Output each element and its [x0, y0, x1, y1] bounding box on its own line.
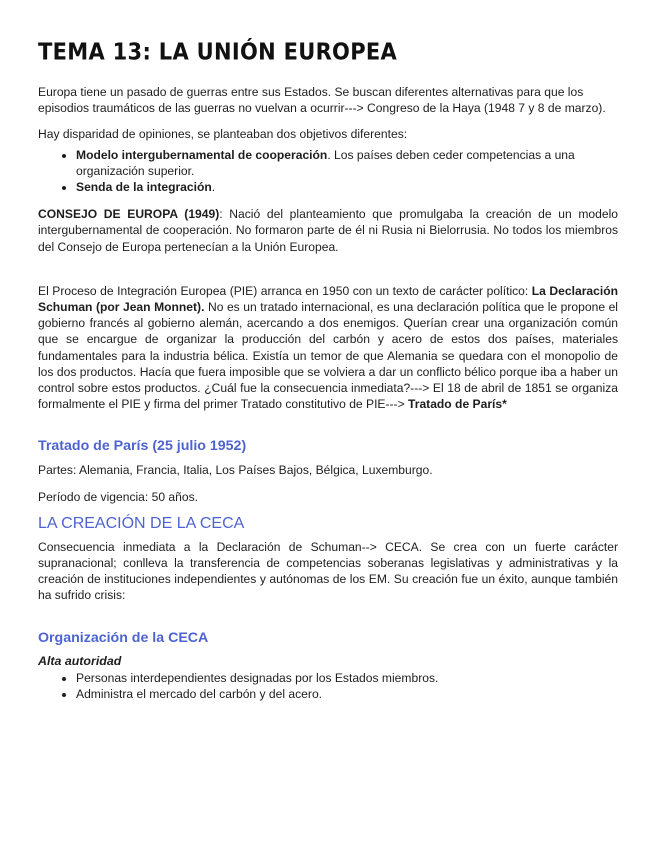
pie-text-1: El Proceso de Integración Europea (PIE) arranca en 1950 con un texto de carácter político: — [38, 283, 532, 298]
spacer — [38, 422, 618, 432]
organizacion-heading: Organización de la CECA — [38, 629, 209, 646]
pie-bold-1: La Declaración Schuman (por Jean Monnet). — [38, 283, 618, 315]
list-item-text: . Los países deben ceder competencias a una organización superior. — [76, 147, 575, 178]
list-item — [76, 147, 618, 179]
ceca-paragraph: Consecuencia inmediata a la Declaración de Schuman--> CECA. Se crea con un fuerte carácter supranacional; conlleva la transferencia de competencias soberanas legislativas y administrativas y la creación de instituciones independientes y autónomas de los EM. Su creación fue un éxito, aunque también ha sufrido crisis: — [38, 539, 618, 603]
list-item-text: . — [211, 180, 216, 195]
alta-autoridad-list — [38, 670, 618, 702]
spacer — [38, 265, 618, 283]
list-item: • Administra el mercado del carbón y del acero. — [76, 686, 618, 702]
intro-paragraph: Europa tiene un pasado de guerras entre sus Estados. Se buscan diferentes alternativas para que los episodios traumáticos de las guerras no vuelvan a ocurrir---> Congreso de la Haya (1948 7 y 8 de marzo). — [38, 85, 606, 116]
document-page — [38, 38, 618, 713]
paris-vigencia: Período de vigencia: 50 años. — [38, 489, 199, 504]
ceca-heading: LA CREACIÓN DE LA CECA — [38, 514, 245, 532]
paris-heading: Tratado de París (25 julio 1952) — [38, 438, 247, 455]
page-title: TEMA 13: LA UNIÓN EUROPEA — [38, 38, 398, 65]
paris-partes: Partes: Alemania, Francia, Italia, Los Países Bajos, Bélgica, Luxemburgo. — [38, 463, 433, 478]
consejo-text: : Nació del planteamiento que promulgaba la creación de un modelo intergubernamental de cooperación. No formaron parte de él ni Rusia ni Bielorrusia. No todos los miembros del Consejo de Europa pertenecían a la Unión Europea. — [38, 207, 618, 254]
consejo-term: CONSEJO DE EUROPA (1949) — [38, 207, 220, 222]
pie-paragraph — [38, 283, 618, 413]
list-item-bold: Senda de la integración — [76, 180, 212, 195]
spacer — [38, 614, 618, 624]
list-item-bold: Modelo intergubernamental de cooperación — [76, 147, 328, 162]
opinions-list — [38, 147, 618, 196]
pie-text-2: No es un tratado internacional, es una declaración política que le propone el gobierno francés al gobierno alemán, acercando a dos enemigos. Querían crear una organización común que se encargue de organizar la producción del carbón y acero de estos dos países, materiales fundamentales para la industria bélica. Existía un temor de que Alemania se quedara con el monopolio de los dos productos. Hacía que fuera imposible que se volviera a dar un conflicto bélico porque iba a haber un control sobre estos productos. ¿Cuál fue la consecuencia inmediata?---> El 18 de abril de 1851 se organiza formalmente el PIE y firma del primer Tratado constitutivo de PIE---> — [38, 300, 618, 412]
consejo-paragraph — [38, 206, 618, 255]
list-item — [76, 179, 618, 195]
opinions-lead: Hay disparidad de opiniones, se planteaban dos objetivos diferentes: — [38, 127, 408, 142]
alta-autoridad-heading: Alta autoridad — [38, 653, 122, 668]
pie-bold-2: Tratado de París* — [408, 397, 507, 412]
list-item: • Personas interdependientes designadas por los Estados miembros. — [76, 670, 618, 686]
